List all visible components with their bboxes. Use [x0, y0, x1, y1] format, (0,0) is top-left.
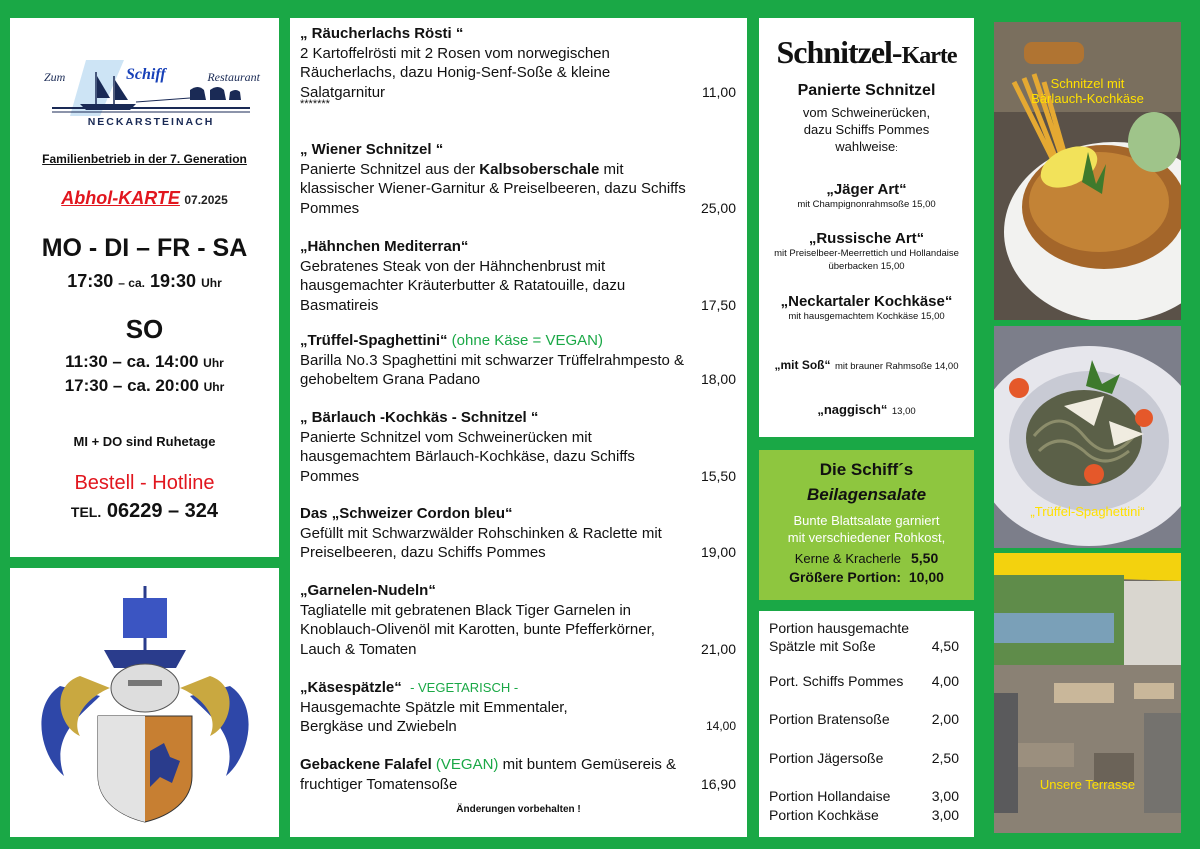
schnitzel-desc [759, 104, 974, 157]
side-item [769, 710, 959, 729]
side-label: Portion Jägersoße [769, 750, 884, 766]
variant-neckartaler [759, 293, 974, 323]
schnitzel-photo-icon [994, 22, 1181, 320]
photo-schnitzel [994, 22, 1181, 320]
photo-terrace [994, 553, 1181, 833]
vegan-tag: (ohne Käse = VEGAN) [451, 332, 603, 349]
salad-large [759, 569, 974, 585]
vegetarian-tag: - VEGETARISCH - [410, 680, 519, 695]
item-price: 11,00 [702, 83, 736, 100]
caption-line: Bärlauch-Kochkäse [1031, 91, 1144, 106]
menu-item-wiener-schnitzel [300, 140, 736, 218]
sunday-label: SO [125, 314, 164, 344]
item-price: 15,50 [700, 467, 736, 484]
item-desc: 2 Kartoffelrösti mit 2 Rosen vom norwegischen Räucherlachs, dazu Honig-Senf-Soße & kleine Salatgarnitur [300, 44, 611, 101]
item-desc: Hausgemachte Spätzle mit Emmentaler, Bergkäse und Zwiebeln [300, 698, 568, 735]
variant-desc: mit Champignonrahmsoße 15,00 [797, 199, 936, 210]
abhol-title: Abhol-KARTE [61, 188, 180, 208]
side-item [769, 672, 959, 691]
desc-part: Panierte Schnitzel aus der [300, 160, 480, 178]
logo-text-schiff: Schiff [126, 66, 166, 83]
side-price: 4,50 [931, 638, 959, 654]
time-unit: Uhr [203, 356, 224, 370]
side-item [769, 619, 959, 638]
variant-name: „mit Soß“ [774, 358, 831, 372]
title-suffix: Karte [901, 43, 957, 69]
side-dishes-panel [759, 611, 974, 837]
salad-title-1: Die Schiff´s [819, 460, 914, 479]
menu-item-kaesespaetzle [300, 678, 736, 737]
side-price: 3,00 [931, 788, 959, 804]
coat-of-arms-icon [20, 576, 270, 826]
item-price: 19,00 [700, 544, 736, 560]
sunday-time-1: 11:30 – ca. 14:00 [65, 352, 199, 371]
desc-line: dazu Schiffs Pommes [803, 122, 930, 137]
item-name: „ Räucherlachs Rösti “ [300, 25, 464, 42]
variant-russische [759, 230, 974, 273]
rest-days: MI + DO sind Ruhetage [73, 434, 216, 449]
weekdays: MO - DI – FR - SA [41, 234, 248, 262]
photo-caption-1 [994, 76, 1181, 106]
salad-title-2: Beilagensalate [806, 485, 927, 504]
variant-name: „naggisch“ [817, 402, 888, 417]
photo-spaghettini [994, 326, 1181, 548]
item-desc-start: mit buntem Gemüsereis & [502, 756, 676, 773]
logo-text-restaurant: Restaurant [207, 70, 260, 84]
order-hotline: Bestell - Hotline [74, 472, 215, 494]
changes-note: Änderungen vorbehalten ! [456, 804, 581, 815]
item-desc [300, 524, 692, 563]
item-price: 14,00 [705, 719, 736, 733]
salad-small-label: Kerne & Kracherle [794, 551, 901, 566]
item-name: „Trüffel-Spaghettini“ [300, 332, 448, 349]
variant-naggisch [759, 401, 974, 419]
salad-large-price: 10,00 [908, 569, 944, 585]
item-desc [300, 160, 700, 219]
photo-caption-3: Unsere Terrasse [1039, 777, 1136, 792]
logo-text-zum: Zum [44, 70, 66, 84]
sunday-time-2: 17:30 – ca. 20:00 [64, 376, 199, 395]
sunday-hours-1 [10, 352, 279, 372]
desc-line: Bunte Blattsalate garniert [793, 513, 940, 528]
desc-line: mit verschiedener Rohkost, [787, 530, 946, 545]
variant-desc: mit hausgemachtem Kochkäse 15,00 [788, 311, 945, 322]
side-label: Spätzle mit Soße [769, 638, 876, 654]
item-price: 17,50 [700, 296, 736, 313]
menu-item-falafel [300, 755, 736, 794]
phone-number[interactable] [10, 500, 279, 523]
salad-large-label: Größere Portion: [789, 569, 902, 585]
variant-mit-soss [759, 356, 974, 374]
time-start: 17:30 [67, 271, 114, 291]
time-end: 19:30 [150, 271, 197, 291]
desc-highlight: Kalbsoberschale [479, 160, 600, 178]
side-salads-panel [759, 450, 974, 600]
side-price: 4,00 [931, 673, 959, 689]
item-desc: Panierte Schnitzel vom Schweinerücken mit hausgemachtem Bärlauch-Kochkäse, dazu Schiffs Pommes [300, 428, 635, 485]
side-item [769, 749, 959, 768]
item-name-prefix: Das [300, 505, 332, 522]
menu-item-haehnchen [300, 237, 736, 315]
title-main: Schnitzel- [776, 34, 902, 70]
menu-item-trueffel-spaghettini [300, 331, 736, 390]
salad-small-price: 5,50 [910, 550, 939, 566]
side-price: 2,00 [931, 711, 959, 727]
photo-caption-2: „Trüffel-Spaghettini“ [1030, 504, 1145, 519]
desc-part: Gefüllt [300, 524, 344, 542]
item-price: 18,00 [700, 371, 736, 387]
abhol-heading [10, 188, 279, 209]
item-desc: Gebratenes Steak von der Hähnchenbrust mit hausgemachter Kräuterbutter & Ratatouille, dazu Basmatireis [300, 257, 626, 314]
side-price: 3,00 [931, 807, 959, 823]
item-name: Gebackene Falafel [300, 756, 432, 773]
item-price: 21,00 [700, 640, 736, 657]
salad-desc [759, 512, 974, 546]
side-item [769, 787, 959, 806]
side-label: Portion Bratensoße [769, 711, 890, 727]
salad-small [759, 550, 974, 566]
desc-line: wahlweise [835, 139, 896, 154]
item-price: 16,90 [700, 775, 736, 792]
schnitzel-subtitle: Panierte Schnitzel [797, 82, 936, 99]
desc-rest: mit Schwarzwälder Rohschinken & Raclette mit Preiselbeeren, dazu Schiffs Pommes [300, 524, 662, 561]
item-name: „ Bärlauch -Kochkäs - Schnitzel “ [300, 409, 539, 426]
desc-colon: : [895, 143, 898, 153]
menu-item-raeucherlachs [300, 24, 736, 102]
variant-name: „Jäger Art“ [826, 181, 907, 198]
abhol-date: 07.2025 [184, 193, 228, 207]
variant-desc: mit brauner Rahmsoße 14,00 [834, 361, 959, 372]
variant-desc: 13,00 [891, 406, 916, 417]
coat-of-arms-panel [10, 568, 279, 837]
vegan-tag: (VEGAN) [435, 756, 499, 773]
item-price: 25,00 [700, 199, 736, 216]
variant-jaeger [759, 181, 974, 211]
schnitzel-card-panel [759, 18, 974, 437]
time-unit: Uhr [201, 276, 222, 290]
item-name: „Käsespätzle“ [300, 679, 402, 696]
variant-desc: mit Preiselbeer-Meerrettich und Hollandaise überbacken 15,00 [774, 248, 959, 272]
item-name: „Hähnchen Mediterran“ [300, 238, 469, 255]
variant-name: „Russische Art“ [808, 230, 925, 247]
variant-name: „Neckartaler Kochkäse“ [780, 293, 953, 310]
side-label: Portion hausgemachte [769, 620, 910, 636]
schnitzel-card-title [759, 34, 974, 71]
logo-town: NECKARSTEINACH [87, 116, 215, 128]
menu-item-cordon-bleu [300, 504, 736, 563]
item-desc: fruchtiger Tomatensoße [300, 775, 458, 793]
tel-value: 06229 – 324 [106, 500, 219, 522]
item-name: „Schweizer Cordon bleu“ [331, 505, 513, 522]
sunday-hours-2 [10, 376, 279, 396]
side-item [769, 806, 959, 825]
restaurant-logo [40, 46, 260, 134]
item-desc: Barilla No.3 Spaghettini mit schwarzer Trüffelrahmpesto & gehobeltem Grana Padano [300, 351, 685, 388]
family-tagline: Familienbetrieb in der 7. Generation [42, 152, 247, 166]
tel-label: TEL. [70, 504, 102, 520]
item-desc: Tagliatelle mit gebratenen Black Tiger Garnelen in Knoblauch-Olivenöl mit Karotten, bunte Pfefferkörner, Lauch & Tomaten [300, 601, 655, 658]
item-name: „Garnelen-Nudeln“ [300, 582, 436, 599]
caption-line: Schnitzel mit [1050, 76, 1125, 91]
side-price: 2,50 [931, 750, 959, 766]
separator-stars: ******* [300, 98, 330, 110]
weekday-hours [10, 271, 279, 292]
desc-rest: mit klassischer Wiener-Garnitur & Preiselbeeren, dazu Schiffs Pommes [300, 160, 686, 217]
info-panel [10, 18, 279, 557]
time-unit: Uhr [203, 380, 225, 394]
menu-item-garnelen-nudeln [300, 581, 736, 659]
side-label: Portion Hollandaise [769, 788, 891, 804]
main-menu-panel [290, 18, 747, 837]
time-sep: – ca. [118, 276, 145, 290]
menu-item-baerlauch-schnitzel [300, 408, 736, 486]
side-label: Port. Schiffs Pommes [769, 673, 904, 689]
desc-line: vom Schweinerücken, [802, 105, 931, 120]
side-item [769, 637, 959, 656]
side-label: Portion Kochkäse [769, 807, 879, 823]
item-name: „ Wiener Schnitzel “ [300, 141, 444, 158]
